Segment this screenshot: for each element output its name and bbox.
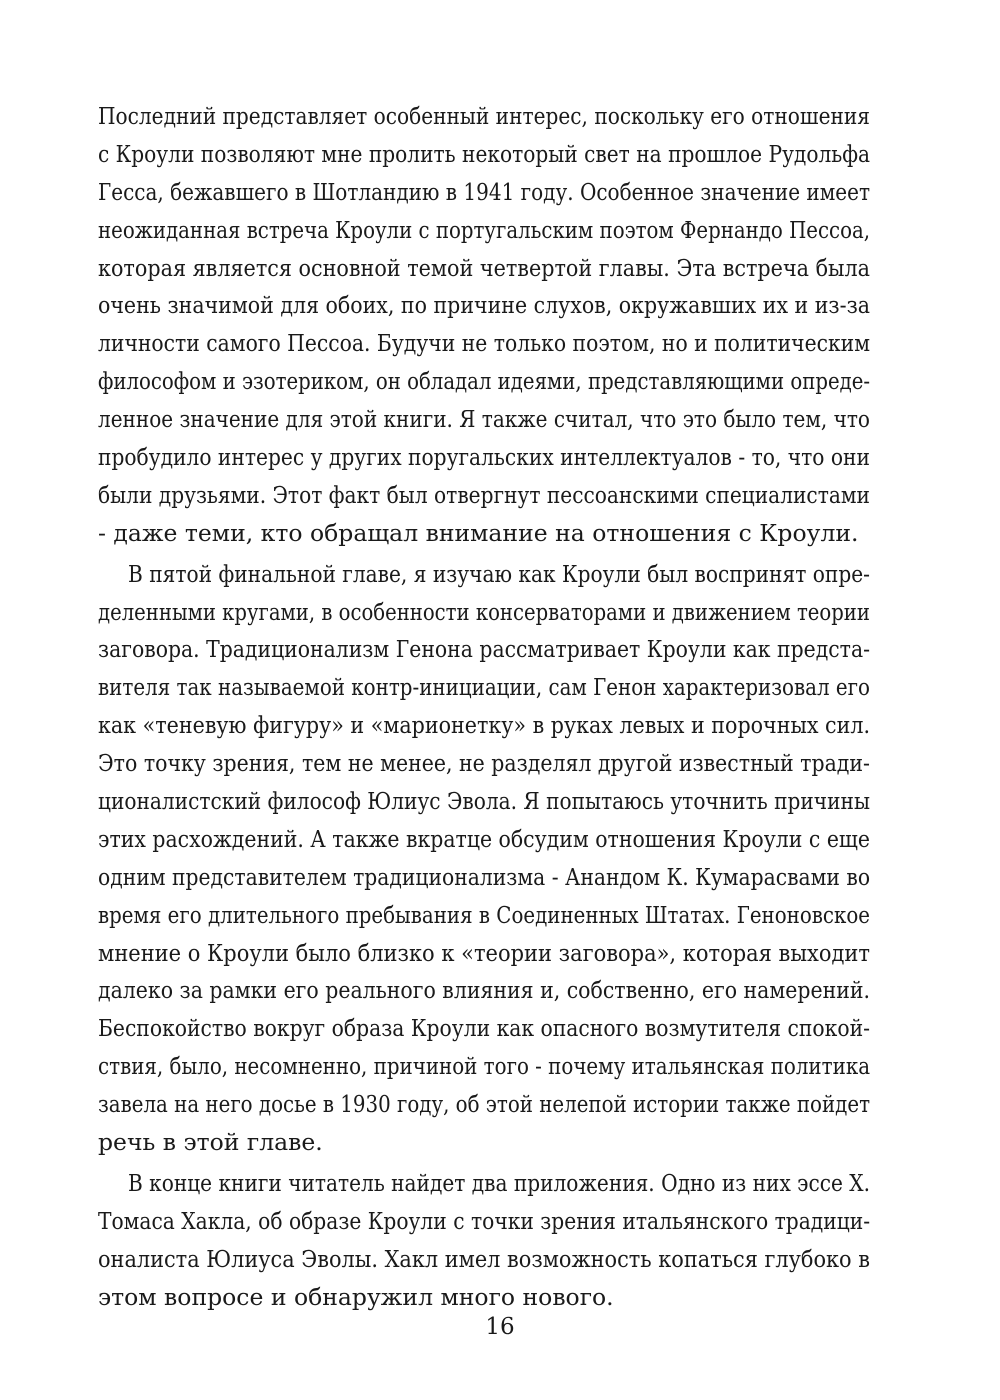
text-line: одним представителем традиционализма - Анандом К. Кумарасвами во [98,862,871,891]
text-line: личности самого Пессоа. Будучи не только поэтом, но и политическим [98,329,871,358]
text-line: которая является основной темой четвертой главы. Эта встреча была [98,253,871,282]
text-line: неожиданная встреча Кроули с португальским поэтом Фернандо Пессоа, [98,215,870,244]
paragraph [98,556,870,1162]
text-line: очень значимой для обоих, по причине слухов, окружавших их и из-за [98,291,871,320]
text-line: Это точку зрения, тем не менее, не разделял другой известный тради- [98,749,870,778]
text-line: ленное значение для этой книги. Я также считал, что это было тем, что [98,405,870,434]
text-line: Гесса, бежавшего в Шотландию в 1941 году. Особенное значение имеет [98,177,871,206]
text-line: речь в этой главе. [98,1128,323,1157]
text-line: как «теневую фигуру» и «марионетку» в руках левых и порочных сил. [98,711,871,740]
text-line: этих расхождений. А также вкратце обсудим отношения Кроули с еще [98,824,871,853]
text-line: с Кроули позволяют мне пролить некоторый свет на прошлое Рудольфа [98,139,871,168]
text-line: заговора. Традиционализм Генона рассматривает Кроули как предста- [98,635,870,664]
text-line: ствия, было, несомненно, причиной того - почему итальянская политика [98,1052,871,1081]
text-line: этом вопросе и обнаружил много нового. [98,1282,614,1311]
text-line: завела на него досье в 1930 году, об этой нелепой истории также пойдет [98,1090,871,1119]
page-body [98,98,870,1317]
page-number: 16 [485,1314,515,1340]
text-line: далеко за рамки его реального влияния и, собственно, его намерений. [98,976,871,1005]
text-line: В конце книги читатель найдет два приложения. Одно из них эссе Х. [128,1168,870,1197]
text-line: Беспокойство вокруг образа Кроули как опасного возмутителя спокой- [98,1014,870,1043]
text-line: - даже теми, кто обращал внимание на отношения с Кроули. [98,518,859,547]
text-line: Последний представляет особенный интерес, поскольку его отношения [98,102,870,130]
paragraph [98,98,870,553]
text-line: ционалистский философ Юлиус Эвола. Я попытаюсь уточнить причины [98,787,870,816]
paragraph [98,1165,870,1317]
text-line: Томаса Хакла, об образе Кроули с точки зрения итальянского традици- [98,1206,871,1235]
text-line: время его длительного пребывания в Соединенных Штатах. Геноновское [98,900,870,929]
text-line: философом и эзотериком, он обладал идеями, представляющими опреде- [98,367,871,396]
text-line: В пятой финальной главе, я изучаю как Кроули был воспринят опре- [128,559,870,588]
text-line: были друзьями. Этот факт был отвергнут пессоанскими специалистами [98,480,870,509]
text-line: оналиста Юлиуса Эволы. Хакл имел возможность копаться глубоко в [98,1244,870,1273]
text-line: вителя так называемой контр-инициации, сам Генон характеризовал его [98,673,870,702]
text-line: мнение о Кроули было близко к «теории заговора», которая выходит [98,938,870,967]
text-line: деленными кругами, в особенности консерваторами и движением теории [98,597,870,626]
text-line: пробудило интерес у других поругальских интеллектуалов - то, что они [98,443,870,472]
